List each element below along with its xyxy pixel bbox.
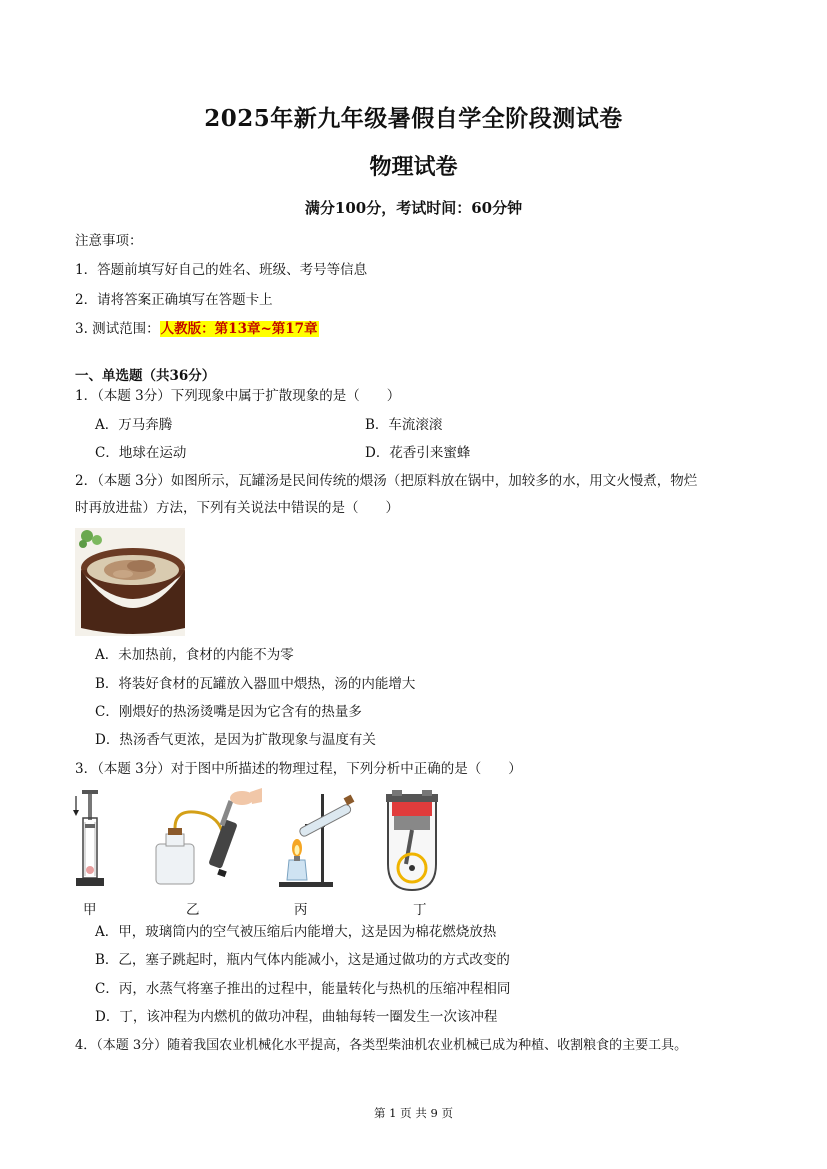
score-time: 满分100分，考试时间：60分钟 xyxy=(304,199,523,217)
q3-option-c: C．丙，水蒸气将塞子推出的过程中，能量转化与热机的压缩冲程相同 xyxy=(95,981,511,997)
figure-label-bing: 丙 xyxy=(294,902,308,918)
q3-option-a: A．甲，玻璃筒内的空气被压缩后内能增大，这是因为棉花燃烧放热 xyxy=(95,924,497,940)
q1-option-a: A．万马奔腾 xyxy=(95,417,173,433)
q1-option-c: C．地球在运动 xyxy=(95,445,187,461)
note-item-1: 1．答题前填写好自己的姓名、班级、考号等信息 xyxy=(75,262,368,278)
q2-stem-line1: 2．（本题 3分）如图所示，瓦罐汤是民间传统的煨汤（把原料放在锅中，加较多的水，用文火慢煮，物烂 xyxy=(75,473,698,489)
q4-stem: 4．（本题 3分）随着我国农业机械化水平提高，各类型柴油机农业机械已成为种植、收割粮食的主要工具。 xyxy=(75,1038,688,1053)
q1-option-b: B．车流滚滚 xyxy=(365,417,443,433)
test-tube-burner-figure xyxy=(275,790,365,890)
q2-option-b: B．将装好食材的瓦罐放入器皿中煨热，汤的内能增大 xyxy=(95,676,416,692)
compression-tube-figure xyxy=(70,788,110,892)
test-range-highlight: 人教版：第13章~第17章 xyxy=(160,321,318,337)
figure-label-jia: 甲 xyxy=(83,902,97,918)
note-item-3 xyxy=(75,320,319,338)
exam-subject: 物理试卷 xyxy=(369,154,458,180)
q2-stem-line2: 时再放进盐）方法，下列有关说法中错误的是（ ） xyxy=(75,500,399,516)
q3-option-d: D．丁，该冲程为内燃机的做功冲程，曲轴每转一圈发生一次该冲程 xyxy=(95,1009,498,1025)
notes-heading: 注意事项： xyxy=(75,233,143,249)
q2-option-c: C．刚煨好的热汤烫嘴是因为它含有的热量多 xyxy=(95,704,362,720)
page-footer: 第 1 页 共 9 页 xyxy=(374,1106,453,1120)
q2-option-d: D．热汤香气更浓，是因为扩散现象与温度有关 xyxy=(95,732,376,748)
q2-option-a: A．未加热前，食材的内能不为零 xyxy=(95,647,294,663)
figure-label-yi: 乙 xyxy=(186,902,200,918)
exam-title: 2025年新九年级暑假自学全阶段测试卷 xyxy=(204,105,623,132)
engine-cylinder-figure xyxy=(384,790,440,894)
section-heading: 一、单选题（共36分） xyxy=(75,368,216,384)
q3-stem: 3．（本题 3分）对于图中所描述的物理过程，下列分析中正确的是（ ） xyxy=(75,761,522,777)
note-item-3-prefix: 3. 测试范围： xyxy=(75,321,160,337)
q1-stem: 1．（本题 3分）下列现象中属于扩散现象的是（ ） xyxy=(75,388,401,404)
figure-label-ding: 丁 xyxy=(413,902,427,918)
bottle-pump-figure xyxy=(150,788,262,888)
clay-pot-soup-image xyxy=(75,528,185,636)
q1-option-d: D．花香引来蜜蜂 xyxy=(365,445,471,461)
note-item-2: 2．请将答案正确填写在答题卡上 xyxy=(75,292,273,308)
q3-option-b: B．乙，塞子跳起时，瓶内气体内能减小，这是通过做功的方式改变的 xyxy=(95,952,510,968)
